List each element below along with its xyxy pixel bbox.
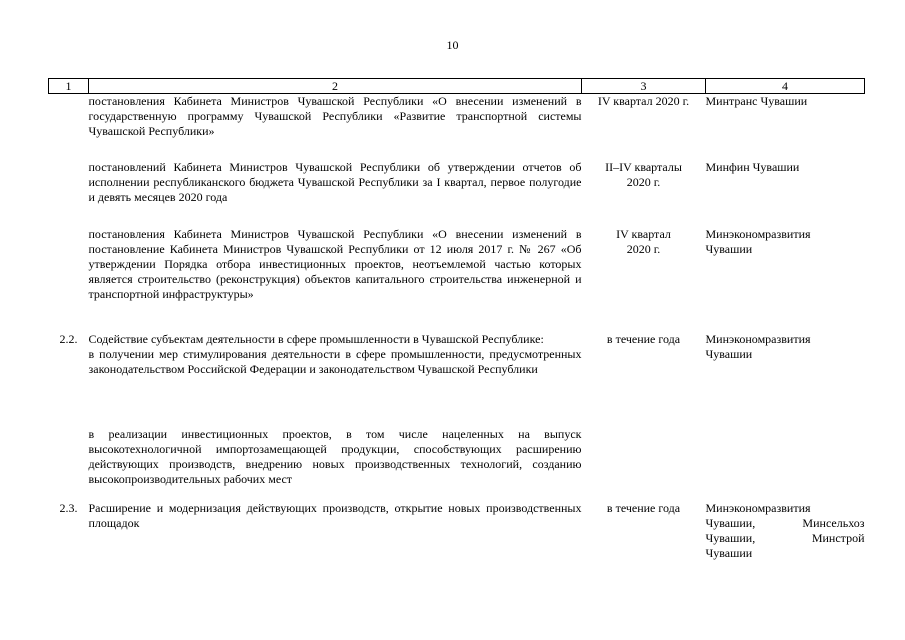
table-row <box>49 501 865 563</box>
row-period: II–IV кварталы 2020 г. <box>605 159 682 189</box>
responsible-line: Чувашии, Минстрой <box>705 530 865 545</box>
table-row <box>49 427 865 501</box>
header-col-4: 4 <box>706 79 865 94</box>
row-text-paragraph: постановления Кабинета Министров Чувашской Республики «О внесении изменений в государственную программу Чувашской Республики «Развитие транспортной системы Чувашской Республики» <box>88 94 582 138</box>
table-row <box>49 94 865 160</box>
header-col-1: 1 <box>49 79 89 94</box>
row-number <box>49 94 89 160</box>
row-responsible <box>706 94 865 160</box>
row-number: 2.2. <box>59 331 78 346</box>
table-header-row <box>49 79 865 94</box>
row-number <box>49 227 89 332</box>
row-responsible <box>706 332 865 427</box>
row-text <box>89 427 582 501</box>
row-text-paragraph: постановления Кабинета Министров Чувашской Республики «О внесении изменений в постановление Кабинета Министров Чувашской Республики от 12 июля 2017 г. № 267 «Об утверждении Порядка отбора инвестиционных проектов, неотъемлемой частью которых является строительство (реконструкция) объектов капитального строительства инженерной и транспортной инфраструктуры» <box>88 226 582 301</box>
row-text-paragraph: постановлений Кабинета Министров Чувашской Республики об утверждении отчетов об исполнении республиканского бюджета Чувашской Республики за I квартал, первое полугодие и девять месяцев 2020 года <box>88 159 582 204</box>
measures-table <box>48 78 865 563</box>
responsible-line: Чувашии, Минсельхоз <box>705 515 865 530</box>
responsible-line: Минфин Чувашии <box>705 159 800 174</box>
row-text <box>89 332 582 427</box>
row-text <box>89 160 582 227</box>
row-text-paragraph: Расширение и модернизация действующих производств, открытие новых производственных площадок <box>88 500 582 530</box>
row-number: 2.3. <box>59 500 78 515</box>
row-text <box>89 501 582 563</box>
row-period: в течение года <box>606 331 681 346</box>
row-text-paragraph: Содействие субъектам деятельности в сфере промышленности в Чувашской Республике: <box>88 331 544 346</box>
row-number <box>49 427 89 501</box>
row-text-paragraph: в реализации инвестиционных проектов, в том числе нацеленных на выпуск высокотехнологичной импортозамещающей продукции, способствующих расширению действующих производств, внедрению новых производственных технологий, созданию высокопроизводительных рабочих мест <box>88 426 582 486</box>
responsible-line: Минтранс Чувашии <box>705 94 808 108</box>
row-responsible <box>706 227 865 332</box>
responsible-line: Чувашии <box>705 545 753 560</box>
row-responsible <box>706 501 865 563</box>
row-period: IV квартал 2020 г. <box>597 94 690 108</box>
page-number: 10 <box>446 38 459 52</box>
row-text <box>89 94 582 160</box>
row-responsible <box>706 160 865 227</box>
table-row <box>49 160 865 227</box>
header-col-3: 3 <box>582 79 706 94</box>
row-responsible <box>706 427 865 501</box>
row-period: IV квартал 2020 г. <box>616 226 671 256</box>
table-row <box>49 227 865 332</box>
row-text <box>89 227 582 332</box>
row-period: в течение года <box>606 500 681 515</box>
row-period <box>582 427 706 501</box>
table-row <box>49 332 865 427</box>
responsible-line: Минэкономразвития <box>705 500 811 515</box>
row-number <box>49 160 89 227</box>
header-col-2: 2 <box>89 79 582 94</box>
responsible-line: Минэкономразвития Чувашии <box>705 331 811 361</box>
row-text-paragraph: в получении мер стимулирования деятельности в сфере промышленности, предусмотренных законодательством Российской Федерации и законодательством Чувашской Республики <box>88 346 582 376</box>
responsible-line: Минэкономразвития Чувашии <box>705 226 811 256</box>
